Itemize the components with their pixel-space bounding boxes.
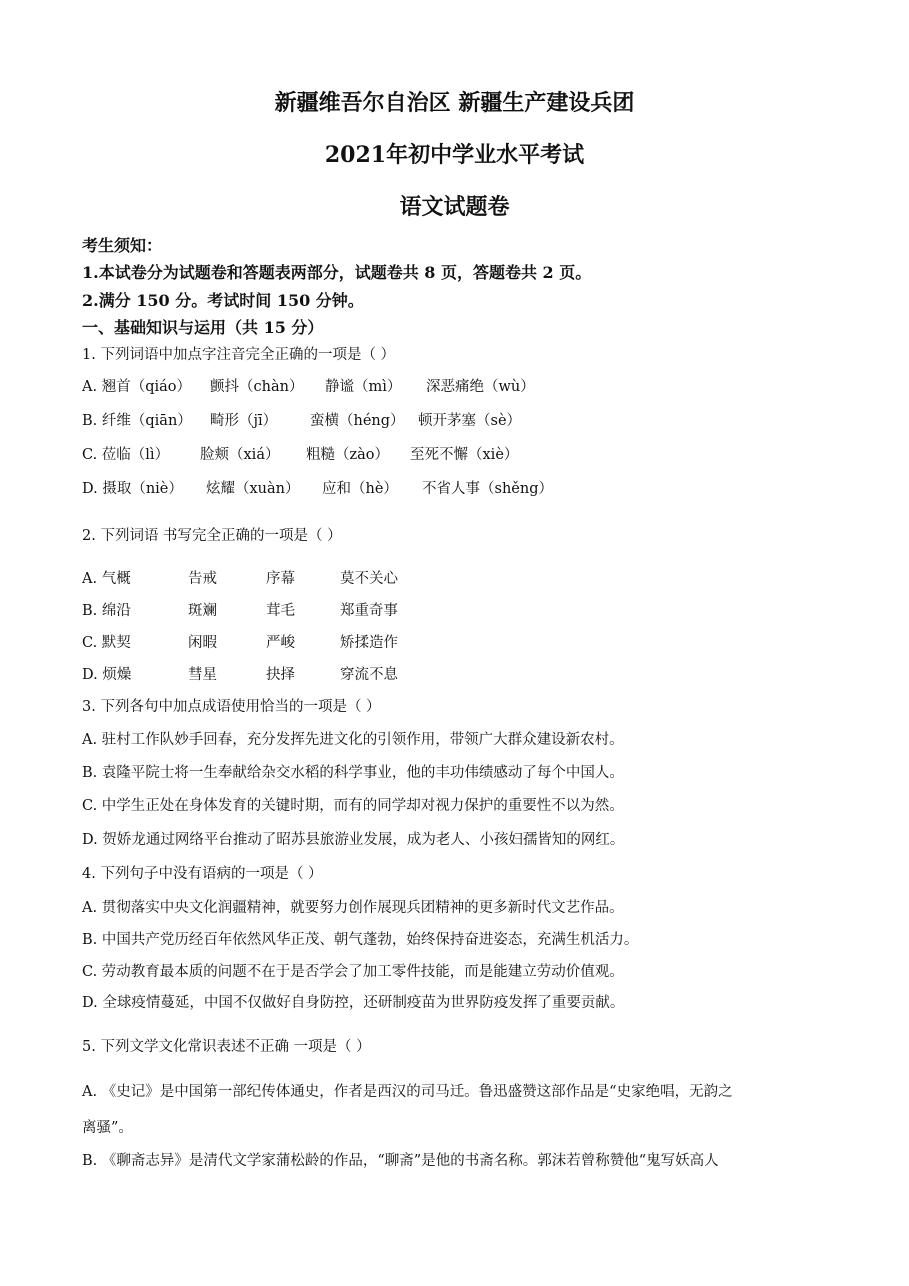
question-2-option-c bbox=[82, 631, 832, 653]
option-word: 序幕 bbox=[266, 571, 295, 587]
option-word: 静谧（mì） bbox=[325, 379, 402, 395]
option-word: 至死不懈（xiè） bbox=[410, 447, 519, 463]
option-word: C. 莅临（lì） bbox=[82, 447, 170, 463]
option-word: 颤抖（chàn） bbox=[210, 379, 304, 395]
option-word: 莫不关心 bbox=[340, 571, 398, 587]
option-word: 深恶痛绝（wù） bbox=[426, 379, 535, 395]
option-word: 穿流不息 bbox=[340, 667, 398, 683]
question-1-option-d bbox=[82, 477, 832, 499]
option-word: 脸颊（xiá） bbox=[200, 447, 280, 463]
question-2-option-b bbox=[82, 599, 832, 621]
question-4-option-d: D. 全球疫情蔓延，中国不仅做好自身防控，还研制疫苗为世界防疫发挥了重要贡献。 bbox=[82, 995, 625, 1011]
question-3-option-c: C. 中学生正处在身体发育的关键时期，而有的同学却对视力保护的重要性不以为然。 bbox=[82, 798, 624, 814]
question-2-stem: 2. 下列词语 书写完全正确的一项是（ ） bbox=[82, 528, 342, 544]
option-word: 粗糙（zào） bbox=[306, 447, 390, 463]
question-2-option-d bbox=[82, 663, 832, 685]
paper-subject-title: 语文试题卷 bbox=[399, 194, 510, 220]
option-word: 顿开茅塞（sè） bbox=[418, 413, 522, 429]
question-5-option-a-line-1: A. 《史记》是中国第一部纪传体通史，作者是西汉的司马迁。鲁迅盛赞这部作品是“史家绝唱，无韵之 bbox=[82, 1084, 733, 1100]
option-word: 应和（hè） bbox=[322, 481, 398, 497]
option-word: C. 默契 bbox=[82, 635, 131, 651]
option-word: 闲暇 bbox=[188, 635, 217, 651]
option-word: 蛮横（héng） bbox=[310, 413, 405, 429]
question-1-option-b bbox=[82, 409, 832, 431]
notice-item-2: 2.满分 150 分。考试时间 150 分钟。 bbox=[82, 291, 364, 310]
question-3-option-d: D. 贺娇龙通过网络平台推动了昭苏县旅游业发展，成为老人、小孩妇孺皆知的网红。 bbox=[82, 832, 625, 848]
option-word: 畸形（jī） bbox=[210, 413, 278, 429]
question-5-stem: 5. 下列文学文化常识表述不正确 一项是（ ） bbox=[82, 1039, 371, 1055]
option-word: B. 纤维（qiān） bbox=[82, 413, 192, 429]
option-word: D. 烦燥 bbox=[82, 667, 132, 683]
question-1-option-c bbox=[82, 443, 832, 465]
question-1-option-a bbox=[82, 375, 832, 397]
option-word: 炫耀（xuàn） bbox=[206, 481, 300, 497]
question-3-option-b: B. 袁隆平院士将一生奉献给杂交水稻的科学事业，他的丰功伟绩感动了每个中国人。 bbox=[82, 765, 624, 781]
exam-region-title: 新疆维吾尔自治区 新疆生产建设兵团 bbox=[274, 90, 635, 116]
option-word: A. 气概 bbox=[82, 571, 131, 587]
option-word: 彗星 bbox=[188, 667, 217, 683]
question-3-option-a: A. 驻村工作队妙手回春，充分发挥先进文化的引领作用，带领广大群众建设新农村。 bbox=[82, 732, 624, 748]
question-5-option-a-line-2: 离骚”。 bbox=[82, 1120, 133, 1136]
question-4-option-b: B. 中国共产党历经百年依然风华正茂、朝气蓬勃，始终保持奋进姿态，充满生机活力。 bbox=[82, 932, 639, 948]
option-word: 严峻 bbox=[266, 635, 295, 651]
option-word: 告戒 bbox=[188, 571, 217, 587]
option-word: 斑斓 bbox=[188, 603, 217, 619]
option-word: 茸毛 bbox=[266, 603, 295, 619]
question-4-option-c: C. 劳动教育最本质的问题不在于是否学会了加工零件技能，而是能建立劳动价值观。 bbox=[82, 964, 624, 980]
option-word: 郑重奇事 bbox=[340, 603, 398, 619]
option-word: 抉择 bbox=[266, 667, 295, 683]
question-5-option-b-line-1: B. 《聊斋志异》是清代文学家蒲松龄的作品，“聊斋”是他的书斋名称。郭沫若曾称赞他“鬼写妖高人 bbox=[82, 1153, 719, 1169]
option-word: B. 绵沿 bbox=[82, 603, 131, 619]
option-word: A. 翘首（qiáo） bbox=[82, 379, 191, 395]
question-3-stem: 3. 下列各句中加点成语使用恰当的一项是（ ） bbox=[82, 699, 381, 715]
question-4-stem: 4. 下列句子中没有语病的一项是（ ） bbox=[82, 866, 323, 882]
option-word: D. 摄取（niè） bbox=[82, 481, 183, 497]
section-title: 一、基础知识与运用（共 15 分） bbox=[82, 318, 324, 337]
option-word: 不省人事（shěng） bbox=[422, 481, 553, 497]
option-word: 矫揉造作 bbox=[340, 635, 398, 651]
question-2-option-a bbox=[82, 567, 832, 589]
exam-name-title: 2021年初中学业水平考试 bbox=[324, 142, 585, 168]
question-4-option-a: A. 贯彻落实中央文化润疆精神，就要努力创作展现兵团精神的更多新时代文艺作品。 bbox=[82, 900, 624, 916]
notice-item-1: 1.本试卷分为试题卷和答题表两部分，试题卷共 8 页，答题卷共 2 页。 bbox=[82, 263, 592, 282]
notice-heading: 考生须知： bbox=[82, 236, 163, 255]
question-1-stem: 1. 下列词语中加点字注音完全正确的一项是（ ） bbox=[82, 347, 396, 363]
